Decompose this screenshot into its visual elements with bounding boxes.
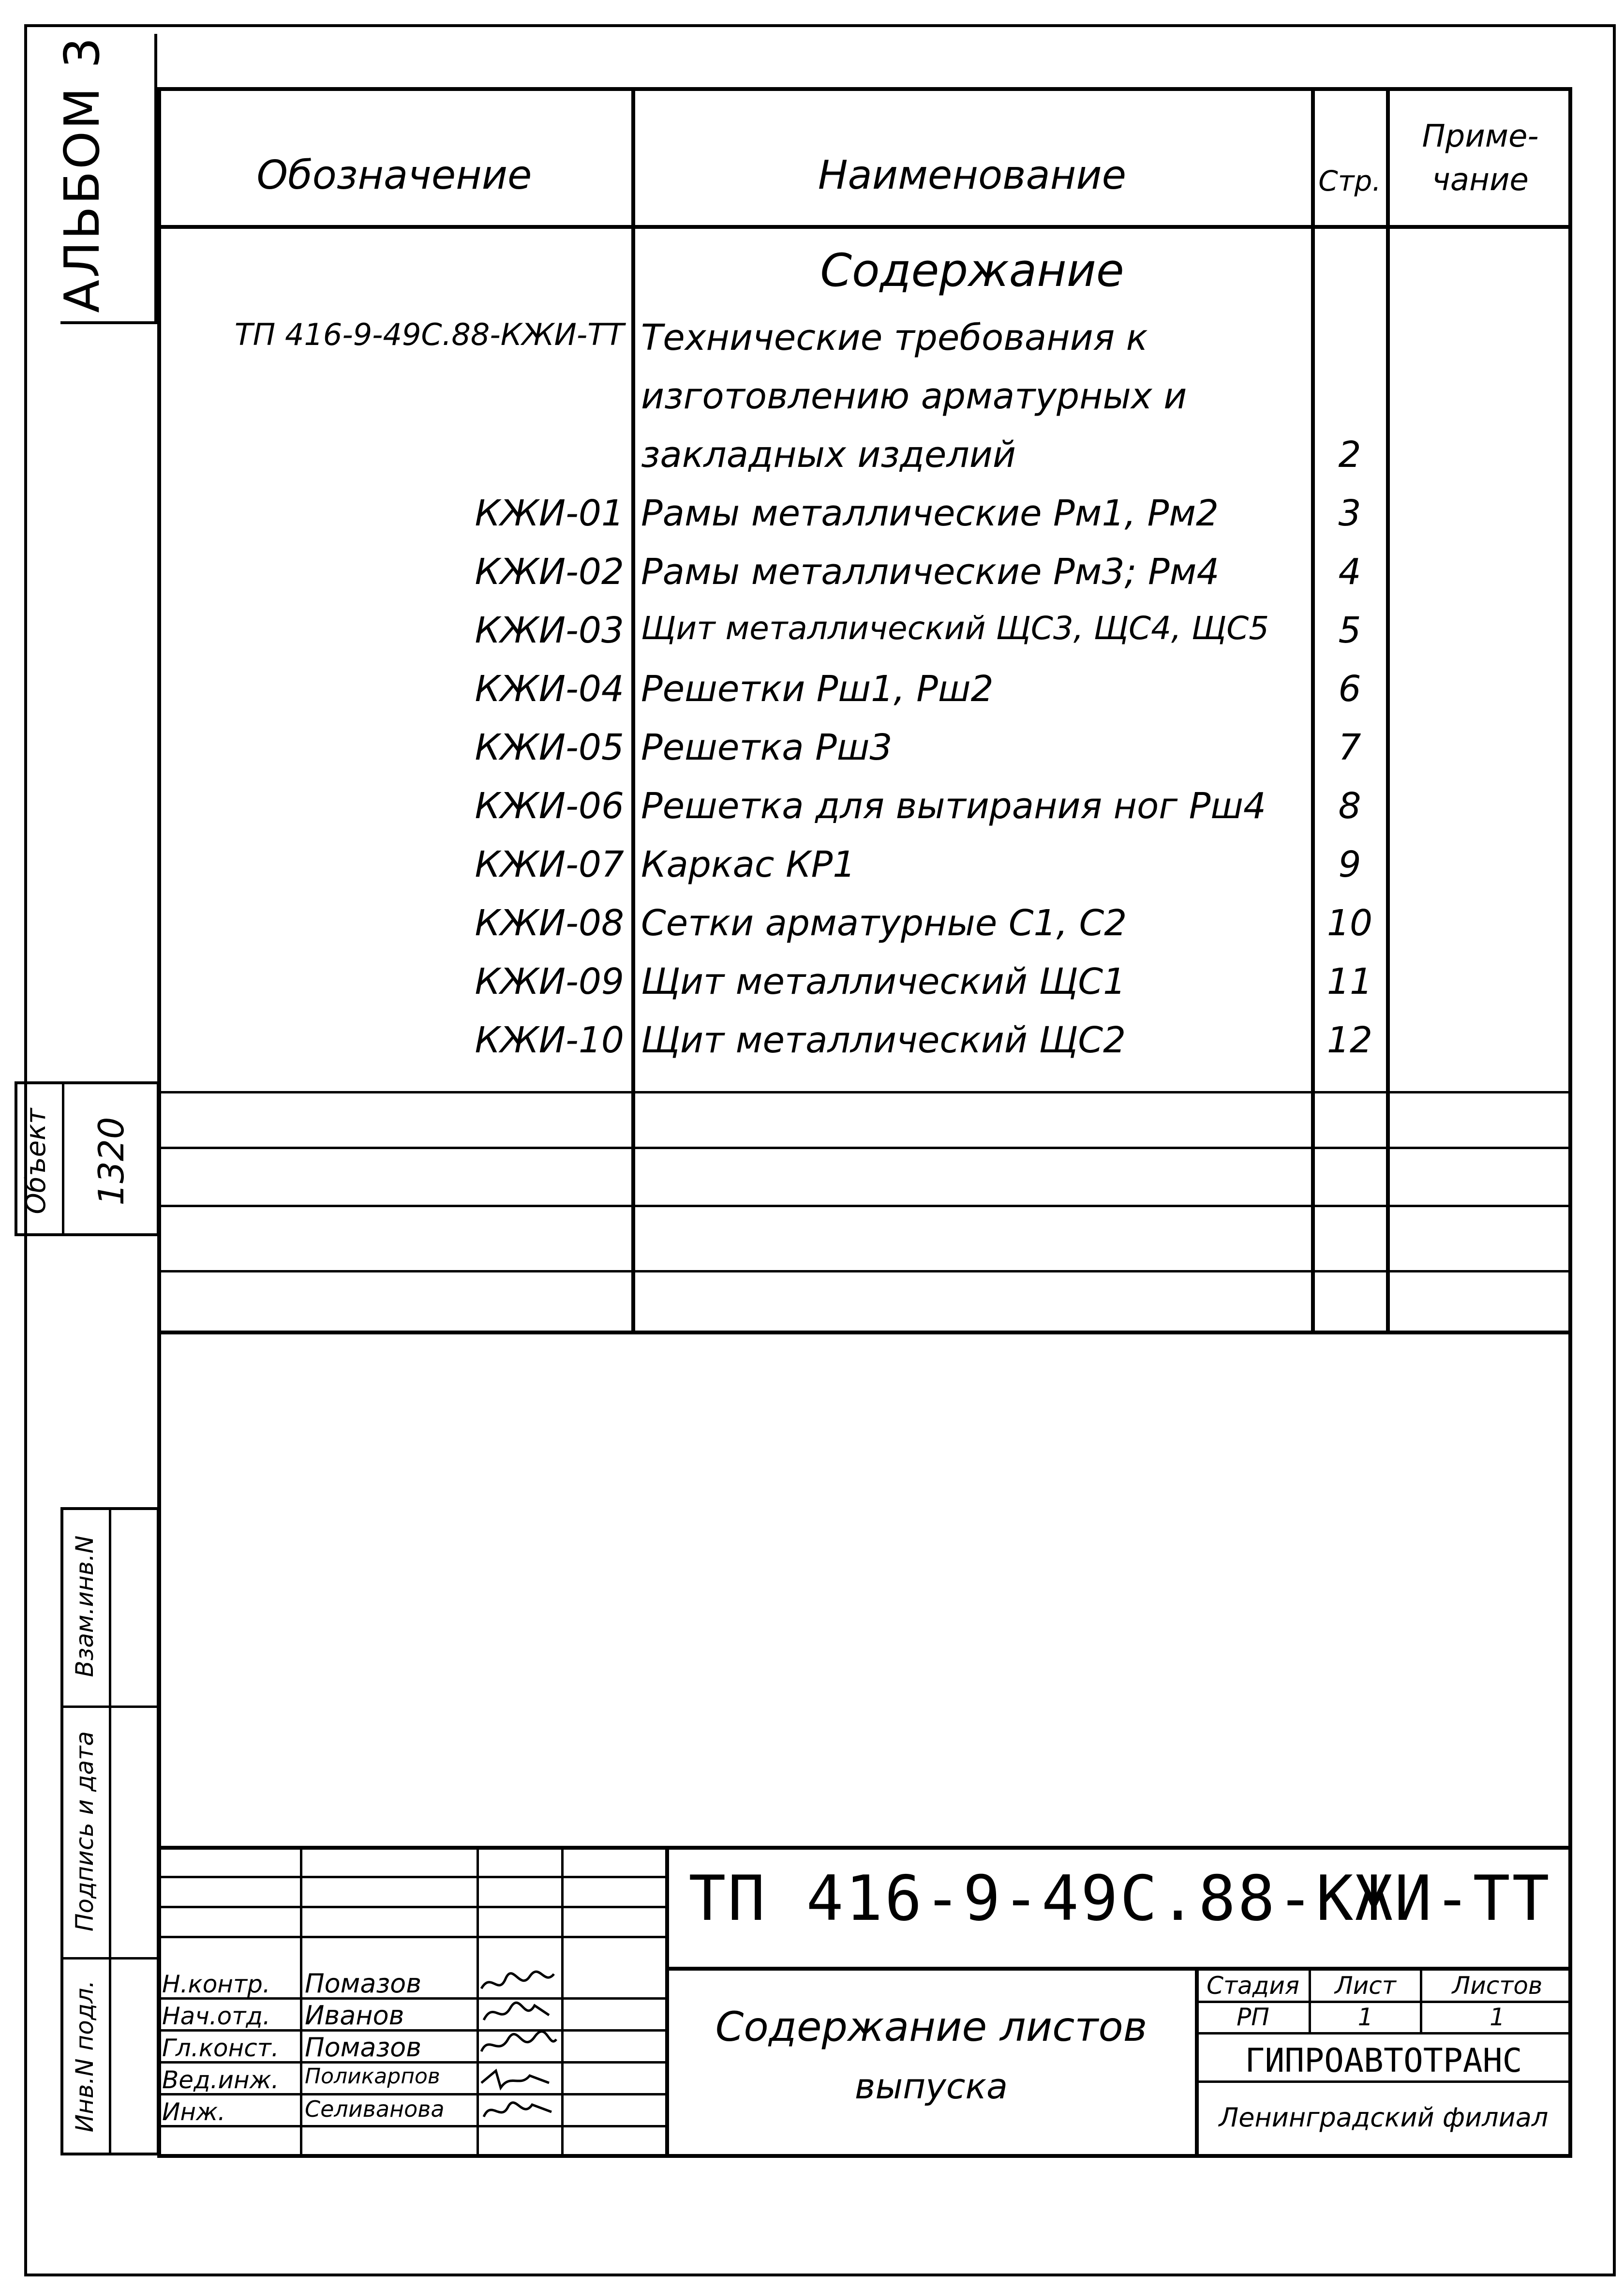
inv-podl-label: Инв.N подл. xyxy=(71,1980,99,2133)
signature-pomazov-2 xyxy=(481,2032,556,2051)
header-note-line2: чание xyxy=(1432,162,1529,198)
row-name: Щит металлический ЩС1 xyxy=(641,961,1126,1002)
row-page: 10 xyxy=(1326,902,1373,944)
row-code: КЖИ-04 xyxy=(475,668,624,710)
row-page: 4 xyxy=(1338,551,1361,593)
row-code: КЖИ-03 xyxy=(475,610,624,651)
organization-name: ГИПРОАВТОТРАНС xyxy=(1245,2042,1522,2080)
row-page: 6 xyxy=(1338,668,1361,710)
row-code: КЖИ-10 xyxy=(475,1019,624,1061)
signature-ivanov xyxy=(484,2003,549,2020)
section-title: Содержание xyxy=(820,244,1124,297)
row-code: КЖИ-09 xyxy=(475,961,624,1002)
row-page: 2 xyxy=(1338,434,1361,476)
sig-name: Помазов xyxy=(305,2032,422,2063)
row-page: 5 xyxy=(1338,610,1361,651)
row-name: Сетки арматурные С1, С2 xyxy=(641,902,1127,944)
stage-value: РП xyxy=(1237,2003,1269,2031)
row-name: Щит металлический ЩС2 xyxy=(641,1019,1126,1061)
row-page: 11 xyxy=(1326,961,1373,1002)
row-name: Рамы металлические Рм1, Рм2 xyxy=(641,493,1219,534)
signature-polikarpov xyxy=(481,2071,549,2088)
row-page: 7 xyxy=(1338,727,1361,768)
sig-role: Вед.инж. xyxy=(162,2066,279,2094)
row-name: Рамы металлические Рм3; Рм4 xyxy=(641,551,1220,593)
object-value: 1320 xyxy=(91,1117,132,1206)
sig-role: Гл.конст. xyxy=(162,2034,279,2062)
vzam-inv-label: Взам.инв.N xyxy=(71,1535,99,1677)
signature-pomazov-1 xyxy=(481,1972,554,1989)
row-code: КЖИ-07 xyxy=(475,844,624,885)
sig-name: Иванов xyxy=(305,2000,404,2031)
row-code: КЖИ-08 xyxy=(475,902,624,944)
sheets-value: 1 xyxy=(1490,2003,1505,2031)
organization-branch: Ленинградский филиал xyxy=(1219,2102,1549,2133)
row-code: ТП 416-9-49С.88-КЖИ-ТТ xyxy=(234,317,624,352)
row-name: Решетка для вытирания ног Рш4 xyxy=(641,785,1266,827)
object-label: Объект xyxy=(20,1108,52,1214)
sig-name: Поликарпов xyxy=(305,2064,440,2089)
row-code: КЖИ-01 xyxy=(475,493,624,534)
header-note-line1: Приме- xyxy=(1422,119,1539,154)
sig-name: Селиванова xyxy=(305,2096,445,2122)
sheet-value: 1 xyxy=(1357,2003,1373,2031)
row-page: 3 xyxy=(1338,493,1361,534)
row-code: КЖИ-06 xyxy=(475,785,624,827)
row-code: КЖИ-02 xyxy=(475,551,624,593)
document-description-line1: Содержание листов xyxy=(715,2003,1147,2050)
row-name: Щит металлический ЩС3, ЩС4, ЩС5 xyxy=(641,610,1269,647)
header-page: Стр. xyxy=(1318,165,1381,197)
row-page: 8 xyxy=(1338,785,1361,827)
stage-label: Стадия xyxy=(1207,1972,1299,2000)
row-name: Каркас КР1 xyxy=(641,844,856,885)
signature-marks xyxy=(477,1967,561,2158)
document-code: ТП 416-9-49С.88-КЖИ-ТТ xyxy=(688,1863,1551,1935)
sheets-label: Листов xyxy=(1452,1972,1543,2000)
sig-name: Помазов xyxy=(305,1968,422,1999)
row-name: Решетки Рш1, Рш2 xyxy=(641,668,994,710)
document-description-line2: выпуска xyxy=(854,2066,1008,2107)
row-code: КЖИ-05 xyxy=(475,727,624,768)
album-label: АЛЬБОМ 3 xyxy=(54,35,110,313)
sig-role: Нач.отд. xyxy=(162,2002,270,2030)
signature-selivanova xyxy=(484,2103,551,2117)
header-name: Наименование xyxy=(818,152,1127,198)
row-name: закладных изделий xyxy=(641,434,1016,476)
sheet-label: Лист xyxy=(1335,1972,1396,2000)
row-name: Технические требования к xyxy=(641,317,1148,359)
header-designation: Обозначение xyxy=(256,152,532,198)
row-page: 12 xyxy=(1326,1019,1373,1061)
row-name: Решетка Рш3 xyxy=(641,727,893,768)
row-name: изготовлению арматурных и xyxy=(641,375,1187,417)
sig-role: Инж. xyxy=(162,2098,226,2126)
podpis-data-label: Подпись и дата xyxy=(71,1731,99,1932)
row-page: 9 xyxy=(1338,844,1361,885)
sig-role: Н.контр. xyxy=(162,1970,270,1998)
